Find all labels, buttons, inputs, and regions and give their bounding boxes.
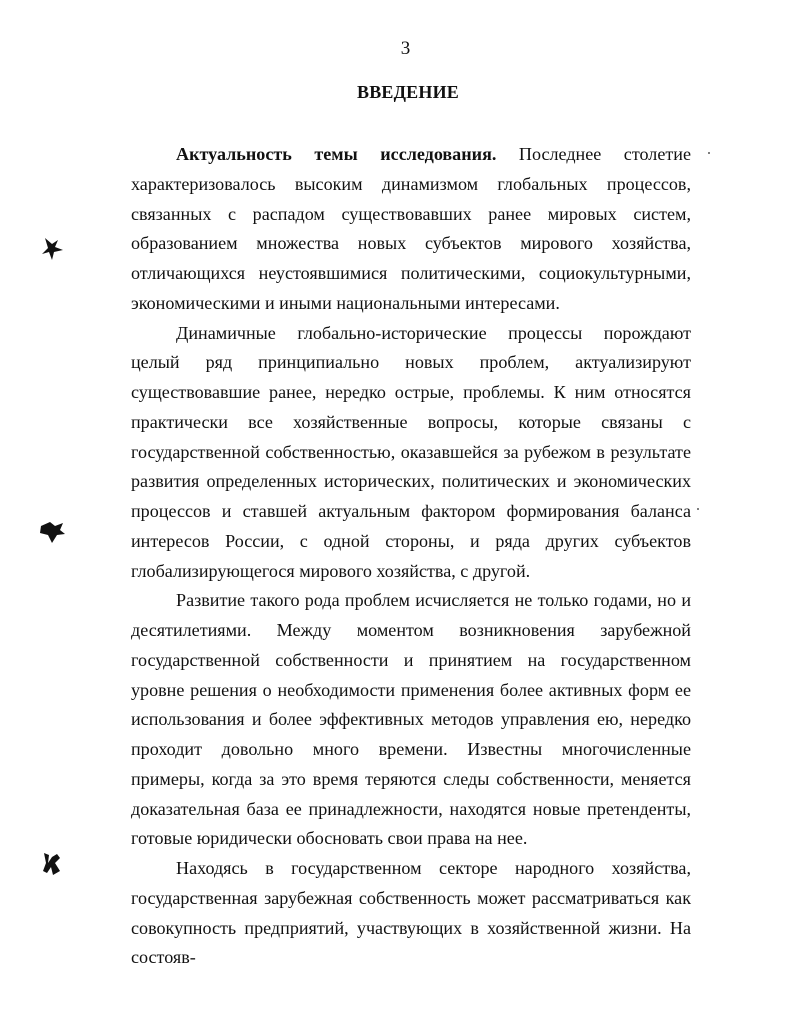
page-number: 3 bbox=[400, 38, 411, 59]
speck bbox=[697, 508, 699, 510]
body-text bbox=[131, 140, 691, 973]
paragraph-2: Динамичные глобально-исторические процессы порождают целый ряд принципиально новых проблем, актуализируют существовавшие ранее, нередко острые, проблемы. К ним относятся практически все хозяйственные вопросы, которые связаны с государственной собственностью, оказавшейся за рубежом в результате развития определенных исторических, политических и экономических процессов и ставшей актуальным фактором формирования баланса интересов России, с одной стороны, и ряда других субъектов глобализирующегося мирового хозяйства, с другой. bbox=[131, 322, 691, 581]
speck bbox=[708, 152, 710, 154]
paragraph-1 bbox=[131, 140, 691, 319]
section-heading: ВВЕДЕНИЕ bbox=[356, 82, 459, 102]
ink-blot-icon bbox=[40, 236, 66, 262]
paragraph-3: Развитие такого рода проблем исчисляется не только годами, но и десятилетиями. Между моментом возникновения зарубежной государственной собственности и принятием на государственном уровне решения о необходимости применения более активных форм ее использования и более эффективных методов управления ею, нередко проходит довольно много времени. Известны многочисленные примеры, когда за это время теряются следы собственности, меняется доказательная база ее принадлежности, находятся новые претенденты, готовые юридически обосновать свои права на нее. bbox=[131, 590, 691, 849]
ink-blot-icon bbox=[38, 520, 68, 546]
paragraph-1-text: Последнее столетие характеризовалось высоким динамизмом глобальных процессов, связанных с распадом существовавших ранее мировых систем, образованием множества новых субъектов мирового хозяйства, отличающихся неустоявшимися политическими, социокультурными, экономическими и иными национальными интересами. bbox=[131, 144, 691, 313]
ink-blot-icon bbox=[40, 851, 64, 877]
paragraph-4: Находясь в государственном секторе народного хозяйства, государственная зарубежная собственность может рассматриваться как совокупность предприятий, участвующих в хозяйственной жизни. На состояв- bbox=[131, 858, 691, 968]
paragraph-1-lead: Актуальность темы исследования. bbox=[176, 144, 497, 164]
